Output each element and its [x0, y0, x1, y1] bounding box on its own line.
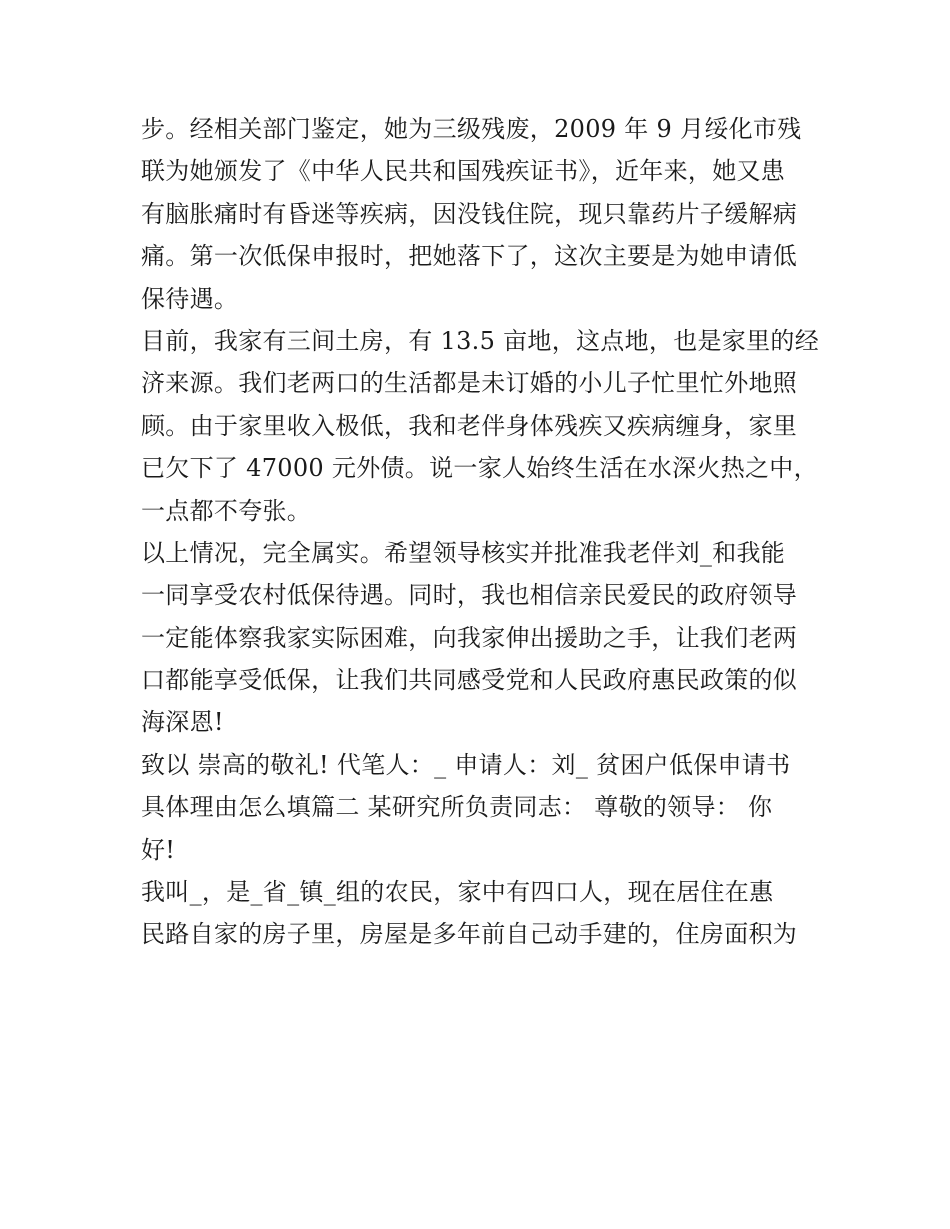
text-line: 致以 崇高的敬礼! 代笔人：_ 申请人：刘_ 贫困户低保申请书 [141, 750, 791, 779]
text-line: 一同享受农村低保待遇。同时，我也相信亲民爱民的政府领导 [141, 581, 798, 610]
text-line: 痛。第一次低保申报时，把她落下了，这次主要是为她申请低 [141, 242, 798, 271]
text-line: 目前，我家有三间土房，有 13.5 亩地，这点地，也是家里的经 [141, 326, 819, 355]
text-line: 保待遇。 [141, 284, 239, 313]
text-line: 口都能享受低保，让我们共同感受党和人民政府惠民政策的似 [141, 666, 798, 695]
text-line: 已欠下了 47000 元外债。说一家人始终生活在水深火热之中， [141, 454, 818, 483]
text-line: 海深恩! [141, 708, 224, 737]
text-line: 我叫_，是_省_镇_组的农民，家中有四口人，现在居住在惠 [141, 878, 774, 907]
text-line: 具体理由怎么填篇二 某研究所负责同志： 尊敬的领导： 你 [141, 793, 773, 822]
text-line: 济来源。我们老两口的生活都是未订婚的小儿子忙里忙外地照 [141, 369, 798, 398]
text-line: 以上情况，完全属实。希望领导核实并批准我老伴刘_和我能 [141, 538, 786, 567]
text-line: 顾。由于家里收入极低，我和老伴身体残疾又疾病缠身，家里 [141, 411, 798, 440]
text-line: 一点都不夸张。 [141, 496, 312, 525]
text-line: 一定能体察我家实际困难，向我家伸出援助之手，让我们老两 [141, 623, 798, 652]
text-line: 好! [141, 835, 176, 864]
document-body [141, 108, 819, 956]
text-line: 联为她颁发了《中华人民共和国残疾证书》，近年来，她又患 [141, 157, 786, 186]
text-line: 民路自家的房子里，房屋是多年前自己动手建的，住房面积为 [141, 920, 798, 949]
text-line: 步。经相关部门鉴定，她为三级残废，2009 年 9 月绥化市残 [141, 115, 802, 143]
text-line: 有脑胀痛时有昏迷等疾病，因没钱住院，现只靠药片子缓解病 [141, 199, 798, 228]
